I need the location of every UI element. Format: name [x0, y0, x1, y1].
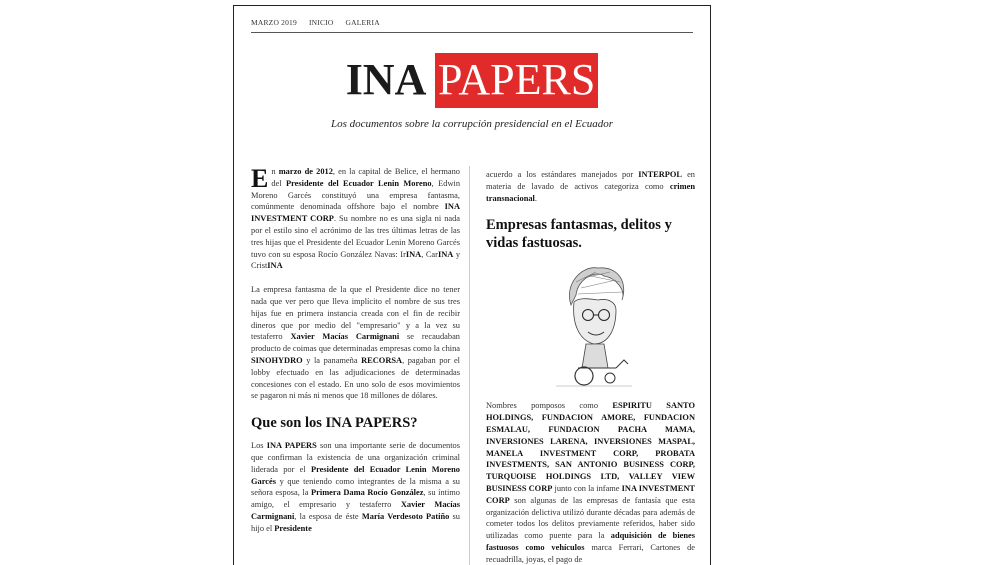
bold-text: Xavier Macías Carmignani [251, 500, 460, 521]
tagline: Los documentos sobre la corrupción presidencial en el Ecuador [330, 118, 614, 130]
section-heading-empresas: Empresas fantasmas, delitos y vidas fastuosas. [486, 217, 672, 252]
bold-text: Xavier Macías Carmignani [290, 332, 400, 342]
drop-cap: E [251, 164, 269, 193]
nav-item-date[interactable]: MARZO 2019 [251, 18, 297, 27]
bold-text: INA PAPERS [266, 441, 317, 451]
bold-text: SINOHYDRO [251, 355, 303, 365]
bold-text: INA INVESTMENT CORP [251, 202, 460, 224]
caricature-illustration [536, 260, 646, 390]
newspaper-page [233, 5, 711, 565]
top-nav [251, 18, 693, 33]
paragraph-text: n marzo de 2012, en la capital de Belice, el hermano del Presidente del Ecuador Lenin Moreno, Edwin Moreno Garcés constituyó una empresa fantasma, comúnmente denominada offshore bajo el nombre INA INVESTMENT CORP. Su nombre no es una sigla ni nada por el estilo sino el acrónimo de las tres últimas letras de las tres hijas que el Presidente del Ecuador Lenin Moreno Garcés tuvo con su esposa Rocío González Navas: IrINA, CarINA y CristINA [251, 167, 461, 271]
article-paragraph-5: Nombres pomposos como ESPIRITU SANTO HOLDINGS, FUNDACION AMORE, FUNDACION ESMALAU, FUNDACION PACHA MAMA, INVERSIONES LARENA, INVERSIONES MASPAL, MANELA INVESTMENT CORP, PROBATA INVESTMENTS, SAN ANTONIO BUSINESS CORP, TURQUOISE HOLDINGS LTD, VALLEY VIEW BUSINESS CORP junto con la infame INA INVESTMENT CORP son algunas de las empresas de fantasía que esta organización delictiva utilizó durante décadas para además de cometer todos los delitos previamente referidos, haber sido utilizadas como puente para la adquisición de bienes fastuosos como vehículos marca Ferrari, Cartones de recuadrilla, joyas, el pago de [486, 401, 696, 564]
article-paragraph-2: La empresa fantasma de la que el Presidente dice no tener nada que ver pero que lleva implícito el nombre de sus tres hijas fue en primera instancia creada con el fin de recibir dineros que por medio del "empresario" y a la vez su testaferro Xavier Macías Carmignani se recaudaban producto de coimas que determinadas empresas como la china SINOHYDRO y la panameña RECORSA, pagaban por el lobby efectuado en las adjudicaciones de determinadas concesiones con el estado. En uno solo de esos movimientos se pagaron ni más ni menos que 18 millones de dólares. [251, 285, 460, 401]
nav-item-inicio[interactable]: INICIO [308, 18, 334, 27]
bold-text: Presidente del Ecuador Lenin Moreno [286, 178, 432, 188]
bold-text: crimen transnacional [486, 181, 695, 203]
bold-text: Presidente [274, 523, 312, 533]
section-heading-ina-papers: Que son los INA PAPERS? [251, 415, 418, 432]
bold-text: INA [267, 261, 283, 271]
article-column-right [486, 169, 695, 565]
column-divider [469, 166, 470, 565]
bold-text: INA INVESTMENT CORP [486, 483, 696, 505]
bold-text: Primera Dama Rocío González [311, 488, 424, 498]
bold-text: marzo de 2012 [278, 167, 333, 176]
article-paragraph-1 [251, 166, 460, 272]
article-paragraph-3: Los INA PAPERS son una importante serie de documentos que confirman la existencia de una organización criminal liderada por el Presidente del Ecuador Lenin Moreno Garcés y que teniendo como integrantes de la misma a su señora esposa, la Primera Dama Rocío González, su íntimo amigo, el empresario y testaferro Xavier Macías Carmignani, la esposa de éste María Verdesoto Patiño su hijo el Presidente [251, 441, 461, 533]
masthead-word-ina: INA [345, 55, 424, 104]
bold-text: INA [437, 249, 454, 259]
masthead-logo [234, 55, 710, 104]
article-column-left [251, 166, 460, 547]
bold-text: ESPIRITU SANTO HOLDINGS, FUNDACION AMORE, FUNDACION ESMALAU, FUNDACION PACHA MAMA, INVERSIONES LARENA, INVERSIONES MASPAL, MANELA INVESTMENT CORP, PROBATA INVESTMENTS, SAN ANTONIO BUSINESS CORP, TURQUOISE HOLDINGS LTD, VALLEY VIEW BUSINESS CORP [486, 401, 696, 493]
bold-text: Presidente del Ecuador Lenin Moreno Garcés [251, 464, 460, 486]
bold-text: RECORSA [361, 355, 403, 365]
bold-text: INTERPOL [638, 170, 683, 179]
masthead-word-papers: PAPERS [435, 53, 598, 108]
bold-text: adquisición de bienes fastuosos como vehículos [486, 531, 695, 552]
nav-item-galeria[interactable]: GALERIA [345, 18, 380, 27]
bold-text: INA [405, 249, 422, 259]
article-paragraph-4: acuerdo a los estándares manejados por INTERPOL en materia de lavado de activos categoriza como crimen transnacional. [486, 170, 695, 203]
bold-text: María Verdesoto Patiño [361, 511, 450, 521]
